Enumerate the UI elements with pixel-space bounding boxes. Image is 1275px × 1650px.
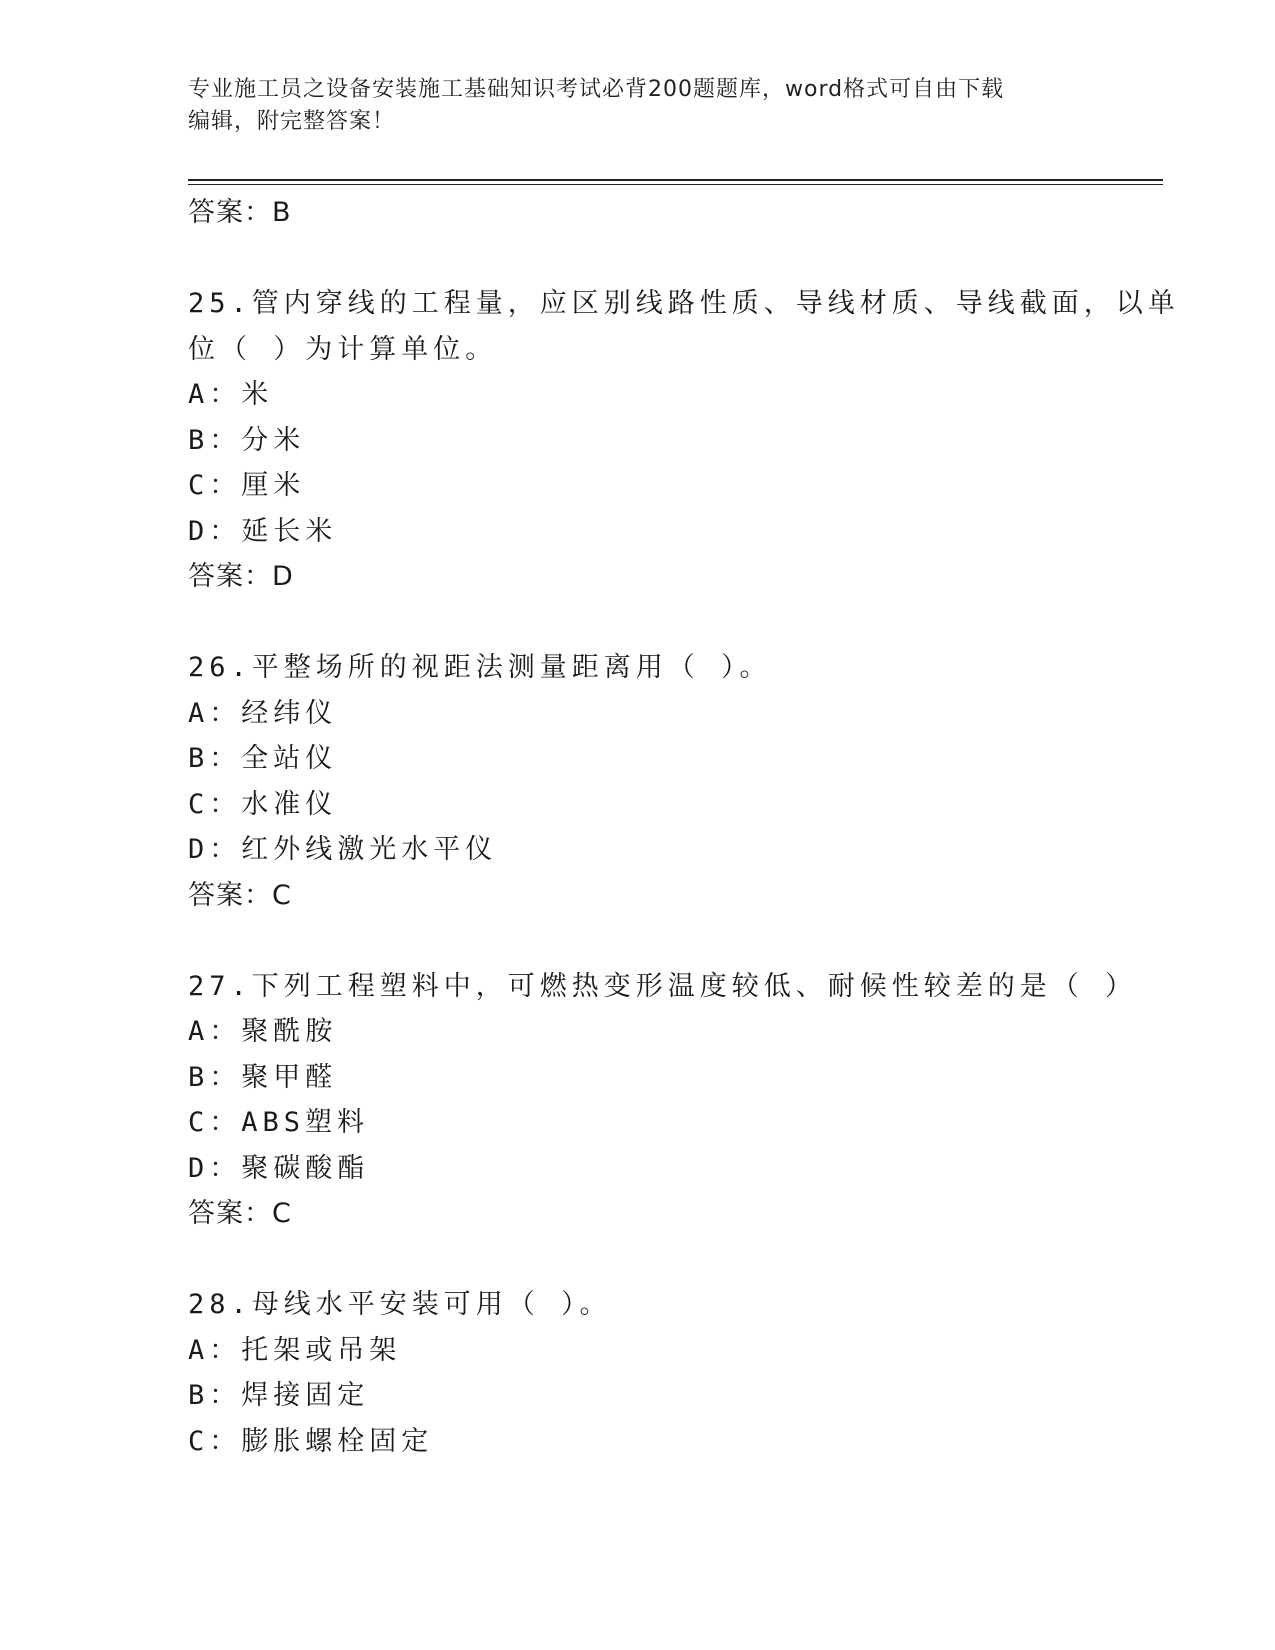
question-content	[188, 190, 1180, 1464]
question-stem: 26.平整场所的视距法测量距离用（ ）。	[188, 652, 772, 683]
spacer	[188, 236, 1088, 282]
spacer	[188, 600, 1088, 646]
option-a: A：托架或吊架	[188, 1334, 402, 1366]
question-26	[188, 645, 1088, 918]
document-header	[188, 74, 1088, 138]
answer-line: 答案：C	[188, 1198, 292, 1229]
option-d: D：聚碳酸酯	[188, 1152, 370, 1184]
answer-line: 答案：B	[188, 197, 292, 228]
option-a: A：经纬仪	[188, 697, 338, 729]
question-stem: 位（ ）为计算单位。	[188, 333, 498, 365]
option-a: A：聚酰胺	[188, 1016, 338, 1047]
question-27	[188, 964, 1138, 1237]
option-c: C：水准仪	[188, 788, 338, 820]
question-stem: 28.母线水平安装可用（ ）。	[188, 1289, 612, 1320]
question-stem: 25.管内穿线的工程量，应区别线路性质、导线材质、导线截面，以单	[188, 288, 1180, 319]
option-d: D：红外线激光水平仪	[188, 834, 498, 865]
option-c: C：厘米	[188, 470, 306, 501]
header-line-1: 专业施工员之设备安装施工基础知识考试必背200题题库，word格式可自由下载	[188, 77, 1005, 102]
question-28	[188, 1282, 1088, 1464]
option-d: D：延长米	[188, 515, 338, 547]
option-a: A：米	[188, 379, 274, 410]
option-b: B：聚甲醛	[188, 1061, 338, 1093]
question-25	[188, 281, 1180, 600]
header-line-2: 编辑，附完整答案！	[188, 109, 396, 134]
option-b: B：分米	[188, 424, 306, 456]
question-stem: 27.下列工程塑料中，可燃热变形温度较低、耐候性较差的是（ ）	[188, 970, 1138, 1002]
option-c: C：膨胀螺栓固定	[188, 1425, 434, 1457]
header-rule-thin	[188, 184, 1163, 185]
option-b: B：焊接固定	[188, 1380, 370, 1411]
answer-line: 答案：D	[188, 561, 294, 592]
spacer	[188, 918, 1088, 964]
option-c: C：ABS塑料	[188, 1107, 370, 1138]
answer-line: 答案：C	[188, 879, 292, 911]
option-b: B：全站仪	[188, 743, 338, 774]
header-rule-thick	[188, 179, 1163, 181]
spacer	[188, 1237, 1088, 1283]
